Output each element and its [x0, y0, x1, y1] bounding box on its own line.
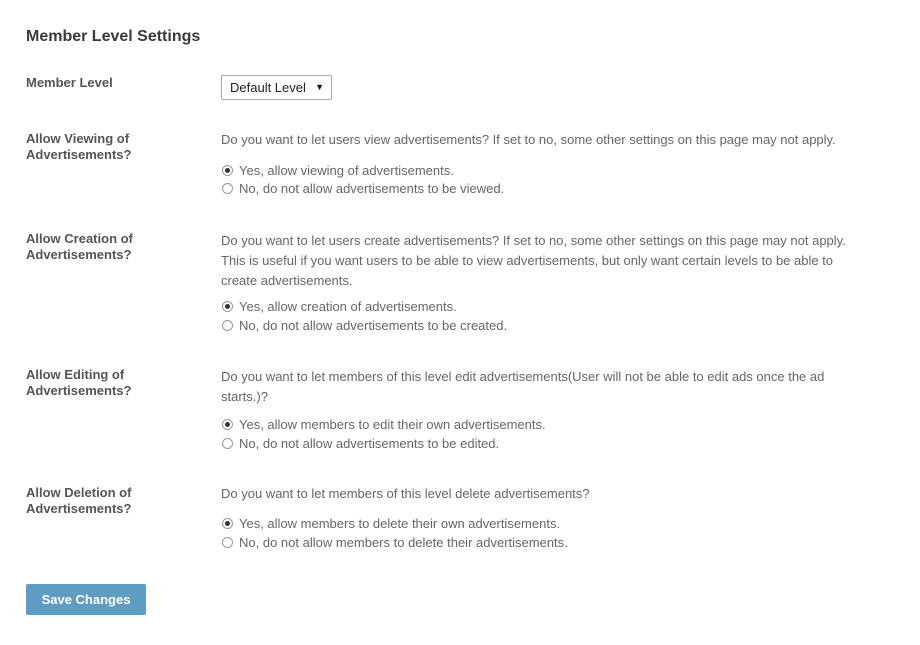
deletion-yes-option[interactable] — [222, 514, 560, 532]
editing-no-label: No, do not allow advertisements to be edited. — [239, 435, 500, 451]
creation-yes-label: Yes, allow creation of advertisements. — [239, 298, 457, 314]
deletion-description: Do you want to let members of this level delete advertisements? — [221, 486, 590, 501]
creation-label: Allow Creation of Advertisements? — [26, 231, 133, 262]
deletion-yes-radio[interactable] — [222, 518, 233, 529]
editing-no-radio[interactable] — [222, 438, 233, 449]
member-level-selected-value: Default Level — [230, 80, 306, 95]
creation-no-label: No, do not allow advertisements to be created. — [239, 317, 508, 333]
viewing-label: Allow Viewing of Advertisements? — [26, 131, 132, 162]
member-level-label: Member Level — [26, 75, 113, 90]
creation-no-radio[interactable] — [222, 320, 233, 331]
editing-no-option[interactable] — [222, 434, 499, 452]
viewing-no-label: No, do not allow advertisements to be viewed. — [239, 180, 505, 196]
editing-yes-option[interactable] — [222, 415, 546, 433]
creation-yes-option[interactable] — [222, 297, 457, 315]
save-changes-button[interactable]: Save Changes — [26, 584, 146, 615]
editing-description: Do you want to let members of this level edit advertisements(User will not be able to edit ads once the ad starts.)? — [221, 369, 825, 404]
viewing-description: Do you want to let users view advertisements? If set to no, some other settings on this page may not apply. — [221, 132, 836, 147]
deletion-yes-label: Yes, allow members to delete their own advertisements. — [239, 515, 561, 531]
deletion-label: Allow Deletion of Advertisements? — [26, 485, 132, 516]
creation-no-option[interactable] — [222, 316, 507, 334]
deletion-no-radio[interactable] — [222, 537, 233, 548]
viewing-yes-label: Yes, allow viewing of advertisements. — [239, 162, 454, 178]
viewing-yes-radio[interactable] — [222, 165, 233, 176]
member-level-select[interactable] — [221, 75, 332, 100]
page-title: Member Level Settings — [26, 28, 201, 45]
editing-yes-label: Yes, allow members to edit their own advertisements. — [239, 416, 546, 432]
creation-description: Do you want to let users create advertisements? If set to no, some other settings on this page may not apply. This is useful if you want users to be able to view advertisements, but only want certain levels to be able to create advertisements. — [221, 233, 846, 288]
deletion-no-option[interactable] — [222, 533, 568, 551]
creation-yes-radio[interactable] — [222, 301, 233, 312]
viewing-yes-option[interactable] — [222, 161, 454, 179]
viewing-no-radio[interactable] — [222, 183, 233, 194]
caret-down-icon: ▼ — [315, 82, 324, 92]
editing-yes-radio[interactable] — [222, 419, 233, 430]
deletion-no-label: No, do not allow members to delete their advertisements. — [239, 534, 568, 550]
editing-label: Allow Editing of Advertisements? — [26, 367, 132, 398]
viewing-no-option[interactable] — [222, 179, 504, 197]
